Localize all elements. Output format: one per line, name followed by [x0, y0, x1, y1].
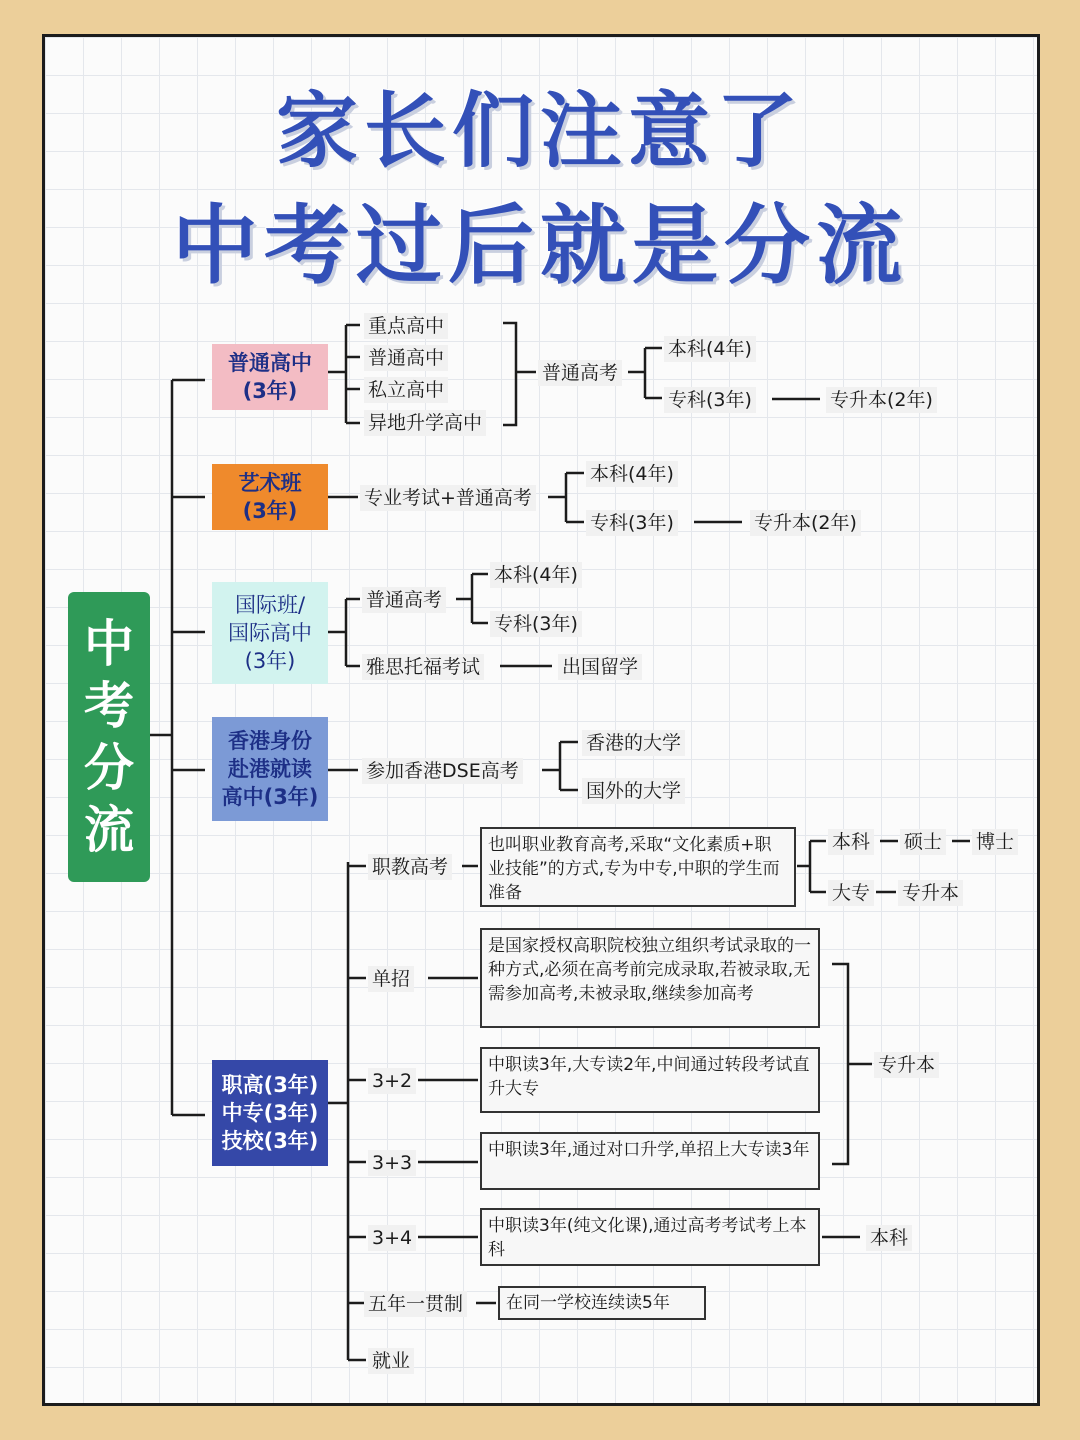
school-putong: 普通高中	[364, 345, 448, 371]
category-line: 技校(3年)	[221, 1129, 319, 1153]
exam-putong-gaokao: 普通高考	[538, 360, 622, 386]
result-zhuanshengben: 专升本	[898, 880, 963, 906]
category-line: 普通高中	[228, 351, 312, 375]
category-line: 赴港就读	[228, 757, 312, 781]
school-zhongdian: 重点高中	[364, 313, 448, 339]
path-danzhao: 单招	[368, 966, 414, 992]
category-line: (3年)	[242, 499, 298, 523]
category-guoji-ban	[212, 582, 328, 684]
path-3plus3: 3+3	[368, 1150, 416, 1176]
path-3plus4: 3+4	[368, 1225, 416, 1251]
category-line: (3年)	[244, 649, 296, 673]
category-zhigao-zhongzhuan-jixiao	[212, 1060, 328, 1166]
school-sili: 私立高中	[364, 377, 448, 403]
result-zhuanshengben: 专升本	[874, 1052, 939, 1078]
result-zhuanke: 专科(3年)	[490, 611, 582, 637]
root-char: 中	[84, 615, 134, 673]
result-benke: 本科(4年)	[664, 336, 756, 362]
path-3plus2: 3+2	[368, 1068, 416, 1094]
desc-danzhao: 是国家授权高职院校独立组织考试录取的一种方式,必须在高考前完成录取,若被录取,无需参加高考,未被录取,继续参加高考	[480, 928, 820, 1028]
result-zhuanke: 专科(3年)	[586, 510, 678, 536]
result-hk-university: 香港的大学	[582, 730, 685, 756]
result-dazhuan: 大专	[828, 880, 874, 906]
title-line-2: 中考过后就是分流	[172, 196, 908, 296]
path-wunian-yiguanzhi: 五年一贯制	[364, 1291, 467, 1317]
category-line: (3年)	[242, 379, 298, 403]
result-benke: 本科	[866, 1225, 912, 1251]
desc-zhijiao-gaokao: 也叫职业教育高考,采取“文化素质+职业技能”的方式,专为中专,中职的学生而准备	[480, 827, 796, 907]
category-line: 国际班/	[234, 593, 306, 617]
school-yidi: 异地升学高中	[364, 410, 486, 436]
result-zhuanshengben: 专升本(2年)	[750, 510, 861, 536]
path-jiuye: 就业	[368, 1348, 414, 1374]
category-putong-gaozhong	[212, 344, 328, 410]
result-zhuanke: 专科(3年)	[664, 387, 756, 413]
result-boshi: 博士	[972, 829, 1018, 855]
exam-ielts-toefl: 雅思托福考试	[362, 654, 484, 680]
result-zhuanshengben: 专升本(2年)	[826, 387, 937, 413]
desc-3plus2: 中职读3年,大专读2年,中间通过转段考试直升大专	[480, 1047, 820, 1113]
root-char: 分	[84, 739, 134, 797]
category-line: 艺术班	[238, 471, 302, 495]
root-char: 流	[84, 801, 134, 859]
root-node-zhongkao-fenliu	[68, 592, 150, 882]
result-benke: 本科(4年)	[490, 562, 582, 588]
category-line: 职高(3年)	[221, 1073, 319, 1097]
category-yishu-ban	[212, 464, 328, 530]
desc-wunian-yiguanzhi: 在同一学校连续读5年	[498, 1286, 706, 1320]
exam-putong-gaokao: 普通高考	[362, 587, 446, 613]
path-zhijiao-gaokao: 职教高考	[368, 854, 452, 880]
result-foreign-university: 国外的大学	[582, 778, 685, 804]
desc-3plus3: 中职读3年,通过对口升学,单招上大专读3年	[480, 1132, 820, 1190]
desc-3plus4: 中职读3年(纯文化课),通过高考考试考上本科	[480, 1208, 820, 1266]
category-line: 中专(3年)	[221, 1101, 319, 1125]
category-hongkong	[212, 717, 328, 821]
result-benke: 本科	[828, 829, 874, 855]
category-line: 高中(3年)	[221, 785, 319, 809]
result-benke: 本科(4年)	[586, 461, 678, 487]
root-char: 考	[84, 677, 134, 735]
exam-zhuanye-putong: 专业考试+普通高考	[360, 485, 536, 511]
category-line: 国际高中	[228, 621, 312, 645]
result-chuguo-liuxue: 出国留学	[558, 654, 642, 680]
title-line-1: 家长们注意了	[275, 84, 804, 179]
result-shuoshi: 硕士	[900, 829, 946, 855]
exam-hk-dse: 参加香港DSE高考	[362, 758, 523, 784]
category-line: 香港身份	[228, 729, 312, 753]
